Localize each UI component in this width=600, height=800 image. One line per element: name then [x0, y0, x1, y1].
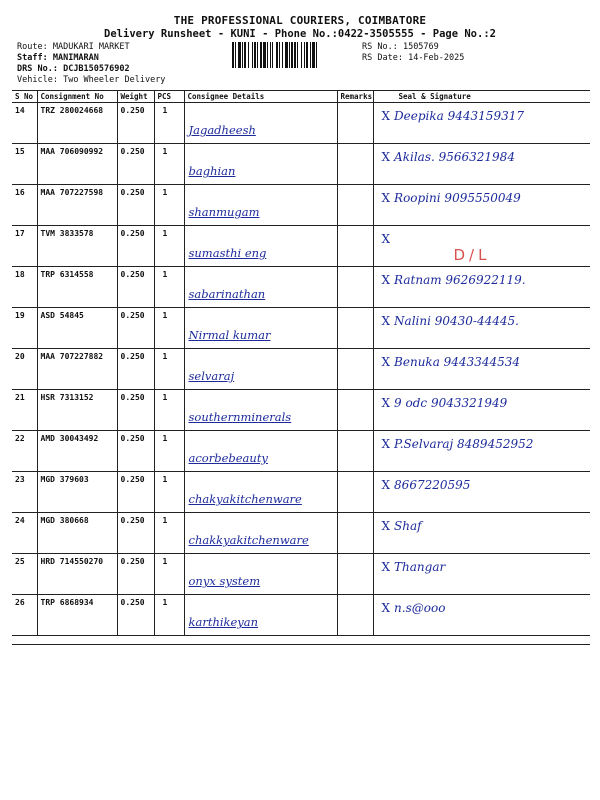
- pcs-cell: 1: [154, 185, 184, 226]
- signature-cell: [373, 267, 590, 308]
- signature-cell: [373, 226, 590, 267]
- weight-cell: 0.250: [117, 185, 154, 226]
- consignment-cell: AMD 30043492: [37, 431, 117, 472]
- signature-cell: [373, 554, 590, 595]
- consignee-handwriting: shanmugam: [188, 205, 260, 219]
- weight-cell: 0.250: [117, 144, 154, 185]
- drs-info: DRS No.: DCJB150576902: [17, 64, 130, 74]
- sno-cell: 17: [12, 226, 37, 267]
- signature-text: n.s@ooo: [394, 601, 446, 615]
- cross-mark: X: [381, 601, 391, 615]
- sno-cell: 14: [12, 103, 37, 144]
- table-row: [12, 595, 590, 636]
- cross-mark: X: [381, 109, 391, 123]
- signature-handwriting: [382, 150, 515, 164]
- pcs-cell: 1: [154, 554, 184, 595]
- consignee-cell: [184, 103, 337, 144]
- weight-cell: 0.250: [117, 390, 154, 431]
- col-remarks: Remarks: [337, 91, 373, 103]
- consignee-handwriting: karthikeyan: [188, 615, 259, 629]
- consignee-handwriting: acorbebeauty: [188, 451, 268, 465]
- signature-handwriting: [382, 437, 534, 451]
- signature-text: Ratnam 9626922119.: [394, 273, 526, 287]
- sno-cell: 19: [12, 308, 37, 349]
- consignee-handwriting: Nirmal kumar: [188, 328, 271, 342]
- consignment-cell: HSR 7313152: [37, 390, 117, 431]
- remarks-cell: [337, 226, 373, 267]
- sno-cell: 20: [12, 349, 37, 390]
- col-weight: Weight: [117, 91, 154, 103]
- sno-cell: 24: [12, 513, 37, 554]
- signature-handwriting: [382, 232, 395, 246]
- remarks-cell: [337, 267, 373, 308]
- consignee-handwriting: selvaraj: [188, 369, 235, 383]
- consignee-cell: [184, 267, 337, 308]
- consignee-handwriting: sumasthi eng: [188, 246, 267, 260]
- weight-cell: 0.250: [117, 431, 154, 472]
- col-pcs: PCS: [154, 91, 184, 103]
- signature-cell: [373, 431, 590, 472]
- pcs-cell: 1: [154, 103, 184, 144]
- signature-handwriting: [382, 355, 521, 369]
- table-header-row: [12, 91, 590, 103]
- signature-handwriting: [382, 191, 521, 205]
- table-row: [12, 390, 590, 431]
- remarks-cell: [337, 431, 373, 472]
- cross-mark: X: [381, 478, 391, 492]
- consignee-cell: [184, 472, 337, 513]
- sno-cell: 25: [12, 554, 37, 595]
- consignee-handwriting: baghian: [188, 164, 236, 178]
- pcs-cell: 1: [154, 431, 184, 472]
- signature-cell: [373, 390, 590, 431]
- rs-no-info: RS No.: 1505769: [362, 42, 439, 52]
- consignee-cell: [184, 431, 337, 472]
- col-sno: S No: [12, 91, 37, 103]
- table-row: [12, 226, 590, 267]
- consignment-cell: ASD 54845: [37, 308, 117, 349]
- consignee-cell: [184, 554, 337, 595]
- signature-text: Akilas. 9566321984: [394, 150, 515, 164]
- signature-text: Shaf: [394, 519, 422, 533]
- signature-cell: [373, 472, 590, 513]
- pcs-cell: 1: [154, 595, 184, 636]
- consignment-cell: MAA 707227598: [37, 185, 117, 226]
- consignee-handwriting: sabarinathan: [188, 287, 266, 301]
- consignee-cell: [184, 308, 337, 349]
- route-value: MADUKARI MARKET: [52, 42, 130, 52]
- remarks-cell: [337, 595, 373, 636]
- remarks-cell: [337, 472, 373, 513]
- signature-handwriting: [382, 396, 508, 410]
- table-row: [12, 185, 590, 226]
- sno-cell: 22: [12, 431, 37, 472]
- signature-handwriting: [382, 560, 446, 574]
- pcs-cell: 1: [154, 513, 184, 554]
- table-row: [12, 554, 590, 595]
- weight-cell: 0.250: [117, 513, 154, 554]
- signature-text: 8667220595: [394, 478, 471, 492]
- weight-cell: 0.250: [117, 308, 154, 349]
- weight-cell: 0.250: [117, 595, 154, 636]
- rs-date-value: 14-Feb-2025: [408, 53, 465, 63]
- consignment-cell: HRD 714550270: [37, 554, 117, 595]
- pcs-cell: 1: [154, 472, 184, 513]
- staff-value: MANIMARAN: [52, 53, 99, 63]
- company-title: THE PROFESSIONAL COURIERS, COIMBATORE: [173, 14, 427, 27]
- signature-text: Roopini 9095550049: [394, 191, 521, 205]
- rs-date-info: RS Date: 14-Feb-2025: [362, 53, 465, 63]
- table-row: [12, 308, 590, 349]
- remarks-cell: [337, 144, 373, 185]
- consignment-cell: MGD 380668: [37, 513, 117, 554]
- signature-cell: [373, 185, 590, 226]
- remarks-cell: [337, 185, 373, 226]
- vehicle-info: Vehicle: Two Wheeler Delivery: [17, 75, 166, 85]
- signature-handwriting: [382, 601, 446, 615]
- drs-value: DCJB150576902: [63, 64, 130, 74]
- sno-cell: 21: [12, 390, 37, 431]
- col-consignment: Consignment No: [37, 91, 117, 103]
- signature-cell: [373, 308, 590, 349]
- pcs-cell: 1: [154, 390, 184, 431]
- cross-mark: X: [381, 437, 391, 451]
- route-info: Route: MADUKARI MARKET: [17, 42, 130, 52]
- table-row: [12, 267, 590, 308]
- weight-cell: 0.250: [117, 226, 154, 267]
- pcs-cell: 1: [154, 308, 184, 349]
- cross-mark: X: [381, 314, 391, 328]
- consignment-cell: TRZ 280024668: [37, 103, 117, 144]
- runsheet-title: Delivery Runsheet - KUNI - Phone No.:0422-3505555 - Page No.:2: [104, 28, 496, 40]
- table-row: [12, 349, 590, 390]
- consignee-cell: [184, 144, 337, 185]
- consignment-cell: TVM 3833578: [37, 226, 117, 267]
- remarks-cell: [337, 513, 373, 554]
- sno-cell: 16: [12, 185, 37, 226]
- pcs-cell: 1: [154, 267, 184, 308]
- sno-cell: 23: [12, 472, 37, 513]
- table-row: [12, 144, 590, 185]
- remarks-cell: [337, 349, 373, 390]
- cross-mark: X: [381, 191, 391, 205]
- consignment-cell: MAA 707227882: [37, 349, 117, 390]
- consignment-table: [12, 90, 590, 636]
- consignee-handwriting: southernminerals: [188, 410, 292, 424]
- cross-mark: X: [381, 396, 391, 410]
- consignment-cell: MAA 706090992: [37, 144, 117, 185]
- col-seal: Seal & Signature: [373, 91, 590, 103]
- table-bottom-rule: [12, 644, 590, 645]
- signature-handwriting: [382, 273, 526, 287]
- signature-cell: [373, 513, 590, 554]
- consignee-cell: [184, 185, 337, 226]
- table-row: [12, 513, 590, 554]
- consignment-cell: TRP 6868934: [37, 595, 117, 636]
- consignee-handwriting: onyx system: [188, 574, 261, 588]
- cross-mark: X: [381, 273, 391, 287]
- consignee-cell: [184, 513, 337, 554]
- consignee-cell: [184, 595, 337, 636]
- signature-text: P.Selvaraj 8489452952: [394, 437, 534, 451]
- sno-cell: 15: [12, 144, 37, 185]
- signature-handwriting: [382, 314, 519, 328]
- signature-text: Benuka 9443344534: [394, 355, 521, 369]
- signature-text: Nalini 90430-44445.: [394, 314, 519, 328]
- signature-cell: [373, 595, 590, 636]
- dl-stamp: D/L: [453, 246, 491, 264]
- signature-handwriting: [382, 519, 422, 533]
- vehicle-value: Two Wheeler Delivery: [63, 75, 166, 85]
- signature-cell: [373, 144, 590, 185]
- weight-cell: 0.250: [117, 103, 154, 144]
- table-row: [12, 431, 590, 472]
- cross-mark: X: [381, 355, 391, 369]
- pcs-cell: 1: [154, 226, 184, 267]
- signature-text: Deepika 9443159317: [394, 109, 524, 123]
- remarks-cell: [337, 103, 373, 144]
- cross-mark: X: [381, 560, 391, 574]
- weight-cell: 0.250: [117, 267, 154, 308]
- consignee-cell: [184, 349, 337, 390]
- rs-no-value: 1505769: [402, 42, 439, 52]
- remarks-cell: [337, 308, 373, 349]
- signature-text: 9 odc 9043321949: [394, 396, 508, 410]
- weight-cell: 0.250: [117, 554, 154, 595]
- cross-mark: X: [381, 519, 391, 533]
- consignment-cell: TRP 6314558: [37, 267, 117, 308]
- remarks-cell: [337, 554, 373, 595]
- consignee-cell: [184, 226, 337, 267]
- consignee-cell: [184, 390, 337, 431]
- cross-mark: X: [381, 232, 391, 246]
- consignee-handwriting: chakyakitchenware: [188, 492, 302, 506]
- sno-cell: 18: [12, 267, 37, 308]
- pcs-cell: 1: [154, 144, 184, 185]
- sno-cell: 26: [12, 595, 37, 636]
- table-row: [12, 103, 590, 144]
- consignee-handwriting: chakkyakitchenware: [188, 533, 309, 547]
- col-consignee: Consignee Details: [184, 91, 337, 103]
- table-row: [12, 472, 590, 513]
- pcs-cell: 1: [154, 349, 184, 390]
- consignee-handwriting: Jagadheesh: [188, 123, 256, 137]
- consignment-cell: MGD 379603: [37, 472, 117, 513]
- barcode-image: [232, 42, 354, 68]
- staff-info: Staff: MANIMARAN: [17, 53, 99, 63]
- signature-handwriting: [382, 109, 524, 123]
- signature-handwriting: [382, 478, 471, 492]
- weight-cell: 0.250: [117, 472, 154, 513]
- signature-cell: [373, 103, 590, 144]
- signature-cell: [373, 349, 590, 390]
- remarks-cell: [337, 390, 373, 431]
- signature-text: Thangar: [394, 560, 446, 574]
- cross-mark: X: [381, 150, 391, 164]
- weight-cell: 0.250: [117, 349, 154, 390]
